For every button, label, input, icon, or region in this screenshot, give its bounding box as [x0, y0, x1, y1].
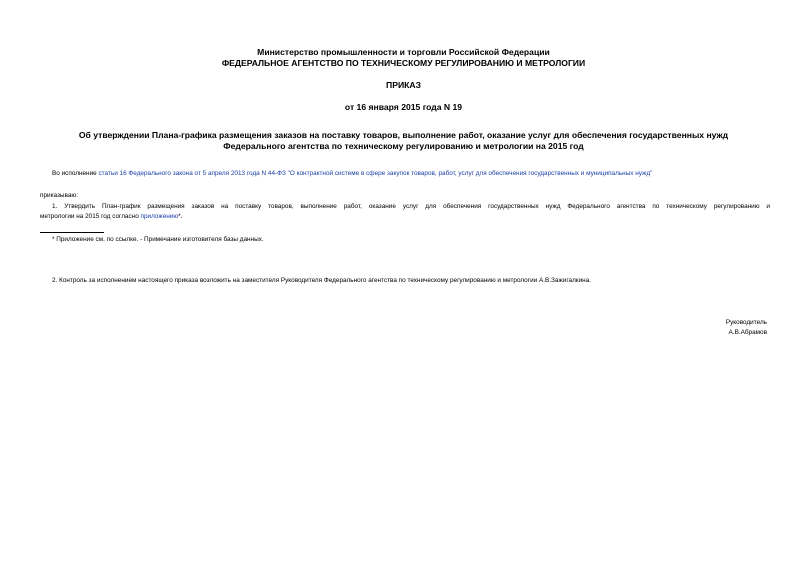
appendix-link[interactable]: приложению	[140, 213, 179, 220]
footnote-divider	[40, 232, 104, 233]
signature-name: А.В.Абрамов	[728, 329, 767, 336]
document-title-line-1: Об утверждении Плана-графика размещения заказов на поставку товаров, выполнение работ, оказание услуг для обеспечения государственных нужд	[78, 130, 729, 140]
item-1-suffix: *.	[178, 213, 183, 220]
order-word: приказываю:	[40, 192, 78, 199]
law-article-link[interactable]: статьи 16 Федерального закона от 5 апреля 2013 года N 44-ФЗ "О контрактной системе в сфере закупок товаров, работ, услуг для обеспечения государственных и муниципальных нужд"	[98, 170, 653, 177]
preamble	[52, 169, 772, 179]
item-1-text: метрологии на 2015 год согласно	[40, 213, 141, 220]
document-title-line-2: Федерального агентства по техническому регулированию и метрологии на 2015 год	[223, 141, 584, 151]
signature-position: Руководитель	[725, 319, 767, 326]
item-2: 2. Контроль за исполнением настоящего приказа возложить на заместителя Руководителя Федерального агентства по техническому регулированию и метрологии А.В.Зажигалкина.	[52, 277, 592, 284]
ministry-name: Министерство промышленности и торговли Российской Федерации	[257, 47, 550, 57]
item-1-line-1: 1. Утвердить План-график размещения заказов на поставку товаров, выполнение работ, оказание услуг для обеспечения государственных нужд Федерального агентства по техническому регулированию и	[52, 203, 770, 210]
document-type: ПРИКАЗ	[386, 80, 421, 90]
document-date-number: от 16 января 2015 года N 19	[344, 102, 463, 112]
preamble-prefix: Во исполнение	[52, 170, 99, 177]
item-1-line-2	[40, 212, 770, 222]
agency-name: ФЕДЕРАЛЬНОЕ АГЕНТСТВО ПО ТЕХНИЧЕСКОМУ РЕГУЛИРОВАНИЮ И МЕТРОЛОГИИ	[221, 58, 586, 68]
footnote: * Приложение см. по ссылке. - Примечание изготовителя базы данных.	[52, 236, 264, 243]
